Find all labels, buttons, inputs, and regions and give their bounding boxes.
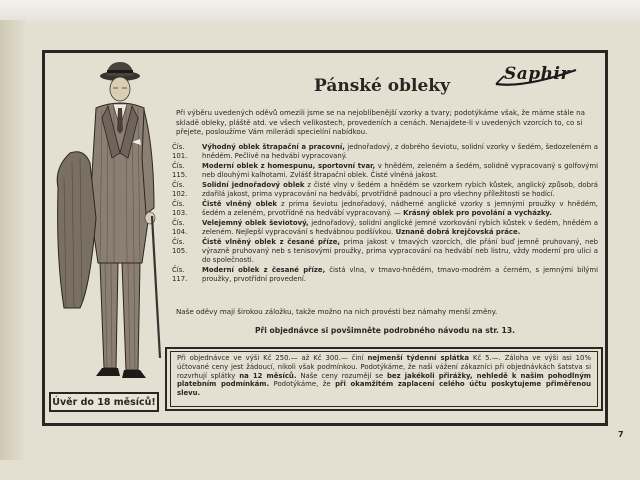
list-item [172, 238, 598, 265]
item-description: jednořadový, z dobrého ševiotu, solidní vzorky v šedém, šedozeleném a hnědém. Pečlivě na hedvábí vypracovaný. [202, 143, 598, 160]
item-description: z čisté vlny v šedém a hnědém se vzorkem rybích kůstek, anglický způsob, dobrá zdařilá jakost, prima vypracování na hedvábí, prvotřídně padnoucí a pro všechny příležitosti se hodící. [202, 181, 598, 198]
item-name: Čistě vlněný oblek z česané příze, [202, 238, 340, 246]
terms-part: Kč 5.—. Záloha ve výši asi 10% účtované ceny jest žádoucí, nikoli však podmínkou. Podotýkáme, že naši vážení zákazníci při objednávkách šatstva si rozvrhují splátky [177, 354, 591, 380]
item-highlight: Uznaně dobrá krejčovská práce. [393, 227, 521, 236]
item-number: Čís. 102. [172, 181, 188, 198]
terms-part: Naše ceny rozumějí se [296, 371, 387, 380]
item-number: Čís. 104. [172, 219, 188, 236]
lining-note: Naše oděvy mají širokou záložku, takže možno na nich provésti bez námahy menší změny. [176, 307, 498, 316]
order-note: Při objednávce si povšimněte podrobného návodu na str. 13. [254, 326, 516, 335]
item-number: Čís. 101. [172, 143, 188, 160]
page-binding-shadow [0, 20, 26, 460]
terms-bold: bez jakékoli přirážky, nehledě k našim pohodlným platebním podmínkám. [177, 371, 591, 389]
page-number: 7 [618, 430, 624, 439]
item-description: prima jakost v tmavých vzorcích, dle přání buď jemně pruhovaný, neb výrazně pruhovaný neb s tenisovými proužky, prima vypracování na hedvábí neb listru, vždy moderní pro ulici a do společnosti. [202, 238, 598, 264]
product-list [172, 143, 598, 285]
list-item [172, 219, 598, 237]
brand-logo [494, 62, 578, 88]
item-description: z prima ševiotu jednořadový, nádherné anglické vzorky s jemnými proužky v hnědém, šedém a zeleném, prvotřídně na hedvábí vypracovaný. — [202, 200, 599, 217]
item-description: jednořadový, solidní anglické jemné vzorkování rybích kůstek v šedém, hnědém a zeleném. Nejlepší vypracování s hedvábnou podšívkou. [202, 219, 598, 236]
terms-bold: při okamžitém zaplacení celého účtu poskytujeme přiměřenou slevu. [177, 380, 591, 398]
item-description: čistá vlna, v tmavo-hnědém, tmavo-modrém a černém, s jemnými bílými proužky, prvotřídní provedení. [202, 265, 598, 283]
item-name: Solidní jednořadový oblek [202, 181, 305, 189]
list-item [172, 200, 598, 218]
page-title: Pánské obleky [314, 76, 450, 96]
item-number: Čís. 115. [172, 162, 188, 179]
page-top-edge [0, 0, 640, 26]
credit-badge: Úvěr do 18 měsíců! [49, 392, 159, 412]
item-name: Moderní oblek z homespunu, sportovní tvar, [202, 162, 376, 170]
list-item [172, 181, 598, 199]
intro-paragraph: Při výběru uvedených oděvů omezili jsme se na nejoblíbenější vzorky a tvary; podotýkáme však, že máme stále na skladě obleky, pláště atd. ve všech velikostech, provedeních a cenách. Nenajdete-li v uvedených vzorcích to, co si přejete, posloužíme Vám milerádi specielíní nabídkou. [176, 108, 585, 137]
list-item [172, 143, 598, 161]
list-item [172, 162, 598, 180]
terms-part: Podotýkáme, že [269, 380, 336, 389]
item-description: v hnědém, zeleném a šedém, solidně vypracovaný s golfovými neb dlouhými kalhotami. Zvlášť štrapační oblek. Čisté vlněná jakost. [202, 162, 598, 179]
item-name: Čistě vlněný oblek [202, 200, 278, 208]
payment-terms-text [170, 351, 598, 407]
terms-part: Při objednávce ve výši Kč 250.— až Kč 300.— činí [177, 354, 368, 362]
terms-bold: nejmenší týdenní splátka [367, 354, 470, 362]
item-name: Velejemný oblek ševiotový, [202, 219, 309, 227]
man-in-suit-illustration [50, 58, 168, 388]
item-name: Výhodný oblek štrapační a pracovní, [202, 143, 345, 151]
item-number: Čís. 105. [172, 238, 188, 255]
item-name: Moderní oblek z česané příze, [202, 265, 326, 274]
brand-name: Saphir [504, 64, 570, 84]
list-item [172, 266, 598, 284]
item-highlight: Krásný oblek pro povolání a vycházky. [400, 208, 552, 217]
terms-bold: na 12 měsíců. [239, 371, 297, 380]
item-number: Čís. 117. [172, 265, 188, 283]
item-number: Čís. 103. [172, 200, 188, 217]
